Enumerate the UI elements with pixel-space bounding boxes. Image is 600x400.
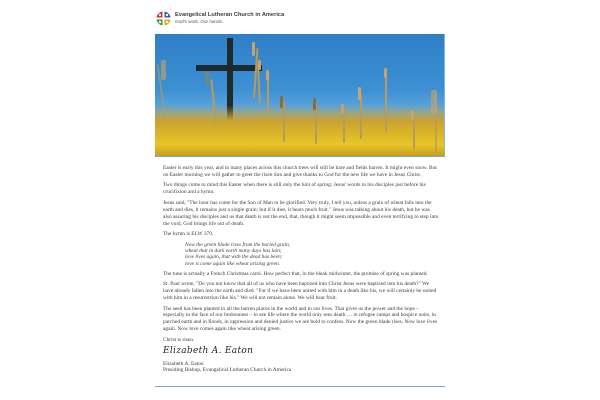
wheat-stalk: [385, 72, 387, 132]
paragraph: St. Paul wrote, "Do you not know that all of us who have been baptized into Christ Jesus were baptized into his death?" We have already fallen into the earth and died. "For if we have been united with him in a death like his, we will certainly be united with him in a resurrection like his." We will not remain alone. We will bear fruit.: [163, 281, 437, 302]
wheat-head: [252, 42, 255, 56]
wheat-stalk: [283, 102, 285, 142]
hymn-line: wheat that in dark earth many days has lain;: [185, 247, 282, 254]
wheat-head: [431, 90, 437, 114]
wheat-head: [206, 72, 209, 86]
paragraph: The tune is actually a French Christmas carol. How perfect that, in the bleak midwinter, the promise of spring was planted.: [163, 270, 428, 277]
wheat-head: [313, 98, 316, 110]
wheat-head: [161, 60, 166, 80]
wheat-head: [280, 96, 283, 108]
paragraph: The seed has been planted in all the barren places in the world and in our lives. That gives us the power and the hope – especially in the face of our brokenness – to see life where the world only sees death … in refugee camps and hospice units, in parched earth and in floods, in oppression and denied justice we are bold to confess. Now the green blade rises. Now love lives again. Now love comes again like wheat arising green.: [163, 305, 438, 333]
wheat-head: [341, 104, 344, 114]
hymn-line: Now the green blade rises from the buried grain,: [185, 241, 291, 248]
organization-name: Evangelical Lutheran Church in America: [175, 11, 285, 18]
wheat-stalk: [315, 104, 317, 144]
paragraph: Two things come to mind this Easter when there is still only the hint of spring: Jesus' words to his disciples just before his crucifixion and a hymn.: [163, 182, 426, 196]
hymn-line: love lives again, that with the dead has been;: [185, 254, 283, 261]
image-border-right: [444, 34, 446, 157]
wheat-head: [258, 60, 261, 70]
elca-cross-logo-icon: [156, 11, 171, 26]
wheat-head: [358, 87, 361, 100]
image-border-bottom: [155, 156, 445, 158]
easter-letter-body: [163, 165, 439, 374]
wheat-stalk: [360, 94, 362, 139]
signature-block: [163, 361, 439, 375]
paragraph: The hymn is ELW 379.: [163, 231, 214, 238]
hymn-verse: [185, 242, 439, 268]
handwritten-signature: Elizabeth A. Eaton: [163, 345, 254, 356]
hymn-line: love is come again like wheat arising green.: [185, 260, 281, 267]
paragraph: Easter is early this year, and in many places across this church trees will still be bare and fields barren. It might even snow. But on Easter morning we will gather to greet the risen Son and give thanks to God for the new life we have in Jesus Christ.: [163, 165, 437, 178]
letterhead: [156, 9, 284, 27]
signer-title: Presiding Bishop, Evangelical Lutheran Church in America: [163, 367, 292, 374]
wheat-head: [384, 68, 387, 78]
wheat-head: [266, 70, 269, 80]
signer-name: Elizabeth A. Eaton: [163, 360, 204, 367]
cross-horizontal-beam: [196, 65, 262, 71]
closing-line: Christ is risen.: [163, 336, 195, 343]
hero-image-cross-wheat-field: [155, 34, 445, 157]
wheat-stalk: [267, 74, 269, 114]
organization-tagline: God's work. Our hands.: [175, 18, 224, 24]
wheat-head: [411, 110, 414, 120]
paragraph: Jesus said, "The hour has come for the Son of Man to be glorified. Very truly, I tell you, unless a grain of wheat falls into the earth and dies, it remains just a single grain; but if it dies, it bears much fruit." Jesus was talking about his death, but he was also assuring his disciples and us that death is not the end, that, though it might seem impossible and even terrifying to step into the void, God brings life out of death.: [163, 199, 439, 227]
footer-divider: [155, 386, 445, 387]
wheat-field: [155, 105, 445, 157]
